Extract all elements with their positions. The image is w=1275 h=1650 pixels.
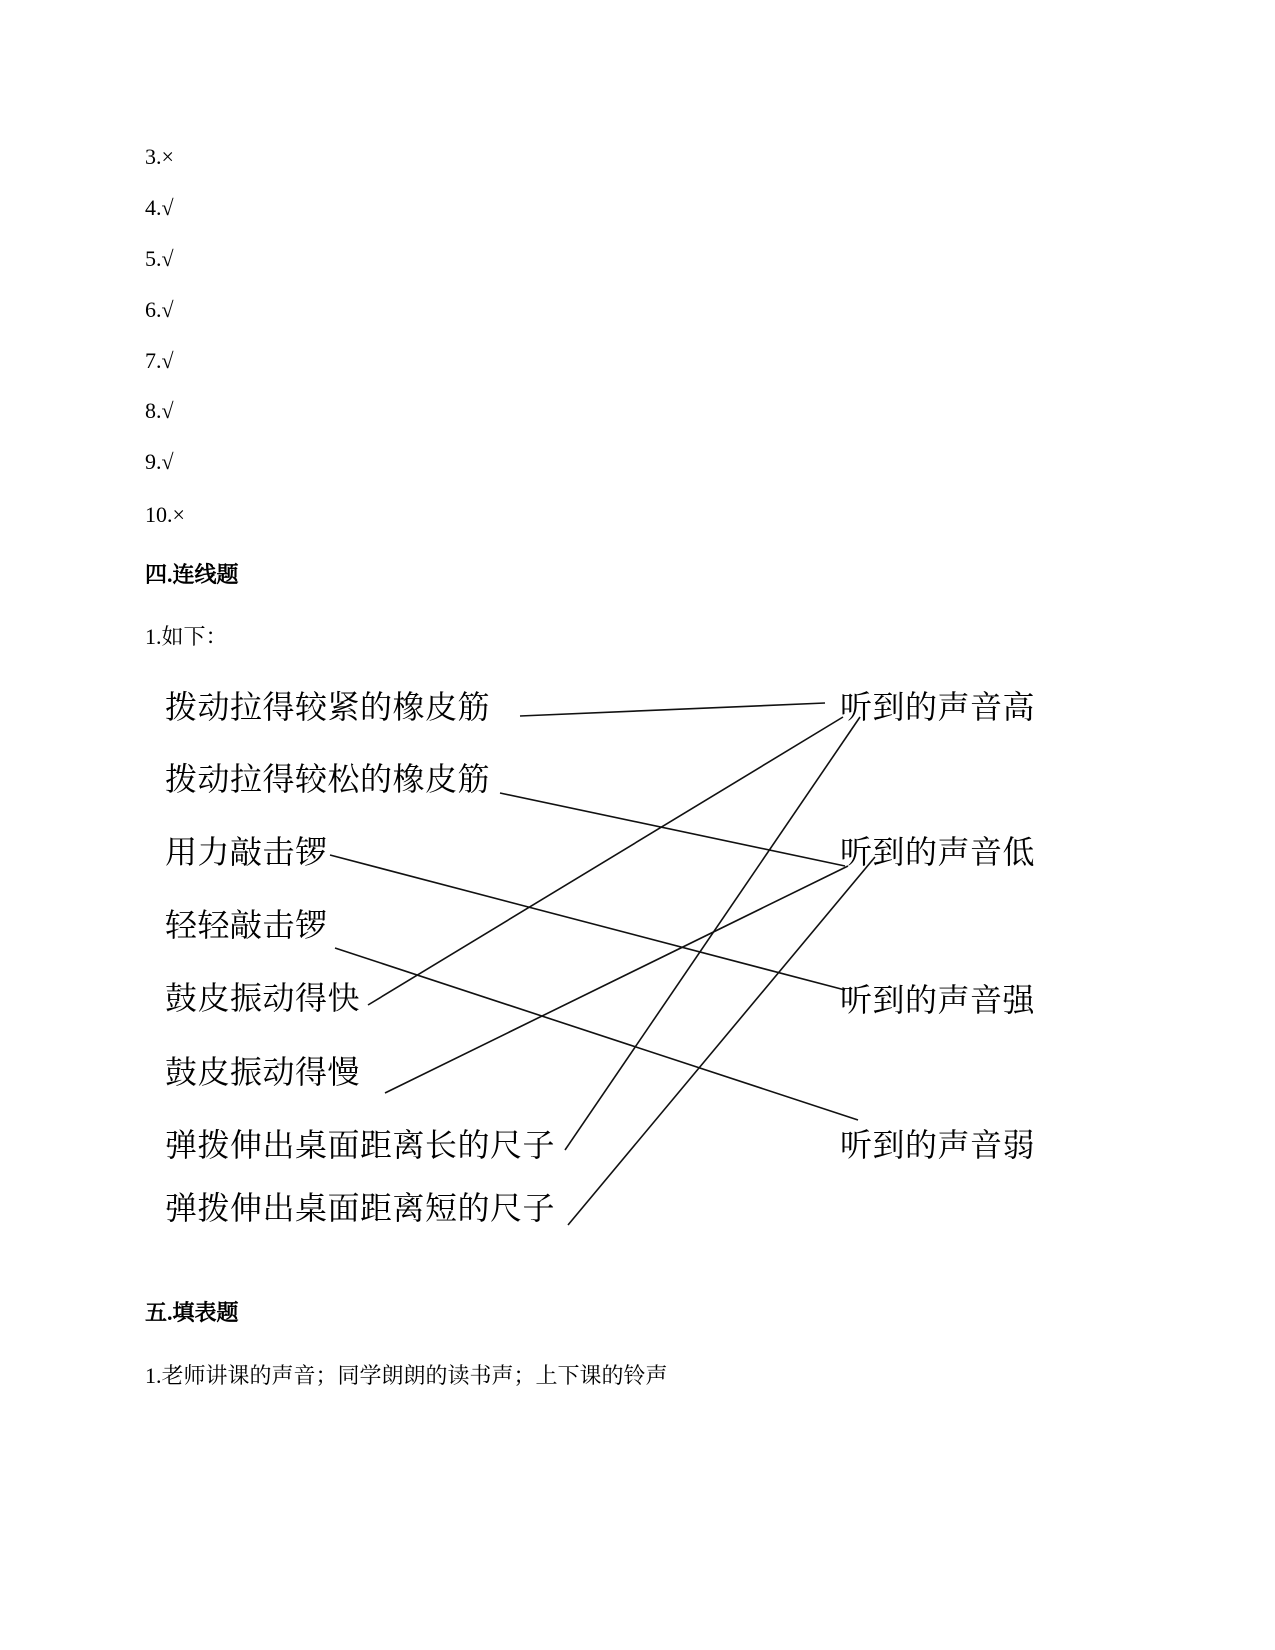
section-5-item: 1.老师讲课的声音；同学朗朗的读书声；上下课的铃声 xyxy=(145,1363,668,1388)
connection-line xyxy=(500,793,845,866)
right-item: 听到的声音弱 xyxy=(840,1126,1036,1164)
answer-item-4: 4.√ xyxy=(145,195,174,220)
answer-item-5: 5.√ xyxy=(145,246,174,271)
connection-line xyxy=(520,703,825,716)
left-item: 拨动拉得较松的橡皮筋 xyxy=(165,760,491,798)
connection-line xyxy=(565,717,860,1150)
answer-item-3: 3.× xyxy=(145,144,174,169)
left-item: 鼓皮振动得快 xyxy=(165,979,361,1017)
answer-item-9: 9.√ xyxy=(145,449,174,474)
left-item: 弹拨伸出桌面距离短的尺子 xyxy=(165,1189,556,1227)
connection-line xyxy=(330,855,845,990)
answer-item-10: 10.× xyxy=(145,502,185,527)
left-item: 鼓皮振动得慢 xyxy=(165,1053,361,1091)
section-5-heading: 五.填表题 xyxy=(145,1300,239,1325)
section-4-heading: 四.连线题 xyxy=(145,562,239,587)
section-4-item: 1.如下： xyxy=(145,624,228,649)
connection-line xyxy=(568,857,875,1225)
answer-item-6: 6.√ xyxy=(145,297,174,322)
left-item: 用力敲击锣 xyxy=(165,833,328,871)
answer-item-8: 8.√ xyxy=(145,398,174,423)
left-item: 轻轻敲击锣 xyxy=(165,906,328,944)
right-item: 听到的声音低 xyxy=(840,833,1036,871)
connection-line xyxy=(385,866,848,1093)
right-item: 听到的声音高 xyxy=(840,688,1036,726)
right-item: 听到的声音强 xyxy=(840,981,1036,1019)
connection-line xyxy=(335,948,858,1120)
left-item: 拨动拉得较紧的橡皮筋 xyxy=(165,688,491,726)
answer-item-7: 7.√ xyxy=(145,348,174,373)
left-item: 弹拨伸出桌面距离长的尺子 xyxy=(165,1126,556,1164)
